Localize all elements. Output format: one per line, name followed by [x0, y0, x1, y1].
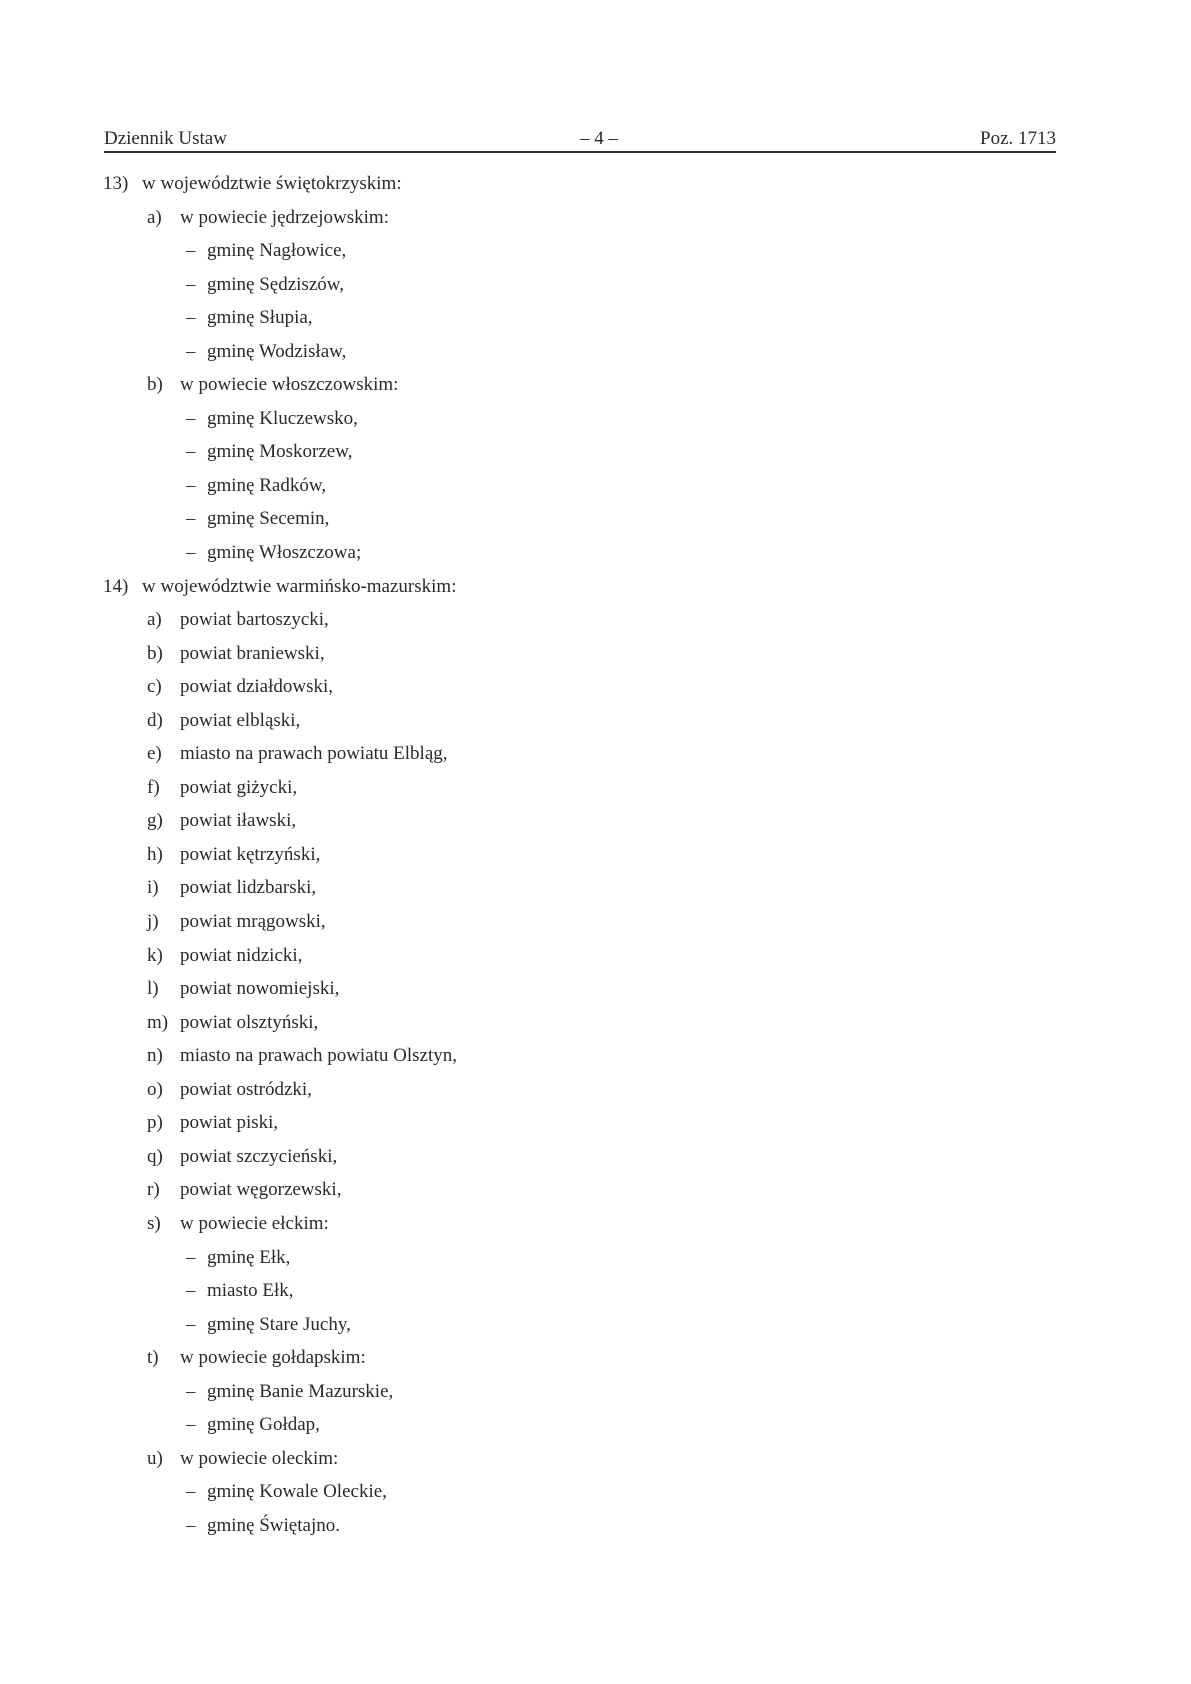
- list-marker: t): [147, 1347, 159, 1369]
- list-subitem: [0, 1241, 1191, 1275]
- list-text: powiat nidzicki,: [180, 944, 303, 966]
- list-dash: –: [186, 1380, 196, 1402]
- list-marker: 14): [103, 575, 129, 597]
- list-text: powiat szczycieński,: [180, 1145, 338, 1167]
- list-subitem: [0, 1475, 1191, 1509]
- journal-title: Dziennik Ustaw: [104, 128, 227, 149]
- list-text: powiat działdowski,: [180, 676, 334, 698]
- list-subitem: [0, 536, 1191, 570]
- list-dash: –: [186, 1280, 196, 1302]
- list-text: gminę Secemin,: [207, 508, 330, 530]
- list-text: w powiecie włoszczowskim:: [180, 374, 399, 396]
- list-item: [0, 1006, 1191, 1040]
- list-text: gminę Słupia,: [207, 307, 313, 329]
- list-dash: –: [186, 407, 196, 429]
- list-text: w powiecie oleckim:: [180, 1447, 339, 1469]
- list-text: gminę Świętajno.: [207, 1514, 340, 1536]
- list-text: gminę Ełk,: [207, 1246, 291, 1268]
- list-item: [0, 368, 1191, 402]
- list-dash: –: [186, 508, 196, 530]
- list-subitem: [0, 234, 1191, 268]
- list-item: [0, 1106, 1191, 1140]
- list-marker: s): [147, 1212, 161, 1234]
- list-text: gminę Radków,: [207, 474, 327, 496]
- list-item: [0, 838, 1191, 872]
- list-item: [0, 1442, 1191, 1476]
- list-marker: d): [147, 709, 163, 731]
- list-subitem: [0, 469, 1191, 503]
- list-marker: m): [147, 1011, 169, 1033]
- list-item: [0, 670, 1191, 704]
- list-item: [0, 939, 1191, 973]
- list-text: gminę Nagłowice,: [207, 240, 347, 262]
- list-text: powiat iławski,: [180, 810, 297, 832]
- position-number: Poz. 1713: [980, 128, 1056, 149]
- list-dash: –: [186, 1313, 196, 1335]
- list-item: [0, 201, 1191, 235]
- list-item: [0, 704, 1191, 738]
- list-text: gminę Wodzisław,: [207, 340, 347, 362]
- list-text: gminę Gołdap,: [207, 1414, 320, 1436]
- list-marker: h): [147, 843, 163, 865]
- list-text: powiat ostródzki,: [180, 1078, 312, 1100]
- page-number: – 4 –: [580, 128, 618, 149]
- list-item: [0, 737, 1191, 771]
- list-text: powiat lidzbarski,: [180, 877, 317, 899]
- list-text: powiat elbląski,: [180, 709, 301, 731]
- list-item: [0, 1207, 1191, 1241]
- list-marker: q): [147, 1145, 163, 1167]
- list-item-section: [0, 570, 1191, 604]
- list-subitem: [0, 1274, 1191, 1308]
- list-subitem: [0, 268, 1191, 302]
- document-body: [0, 167, 1191, 1542]
- list-marker: u): [147, 1447, 163, 1469]
- list-marker: b): [147, 374, 163, 396]
- list-marker: 13): [103, 173, 129, 194]
- page-header: [104, 115, 1056, 153]
- list-text: w powiecie jędrzejowskim:: [180, 206, 389, 228]
- list-item: [0, 1039, 1191, 1073]
- list-dash: –: [186, 1514, 196, 1536]
- list-marker: g): [147, 810, 163, 832]
- list-subitem: [0, 301, 1191, 335]
- list-text: w województwie warmińsko-mazurskim:: [142, 575, 457, 597]
- list-item: [0, 871, 1191, 905]
- list-dash: –: [186, 474, 196, 496]
- list-dash: –: [186, 240, 196, 262]
- list-subitem: [0, 1509, 1191, 1543]
- list-text: gminę Kowale Oleckie,: [207, 1481, 387, 1503]
- list-item: [0, 1140, 1191, 1174]
- list-text: powiat olsztyński,: [180, 1011, 319, 1033]
- list-text: w powiecie ełckim:: [180, 1212, 329, 1234]
- list-marker: j): [147, 911, 159, 933]
- list-marker: f): [147, 776, 160, 798]
- list-text: powiat giżycki,: [180, 776, 298, 798]
- list-marker: k): [147, 944, 163, 966]
- list-text: gminę Włoszczowa;: [207, 542, 362, 564]
- list-item: [0, 905, 1191, 939]
- list-marker: a): [147, 206, 162, 228]
- list-marker: i): [147, 877, 159, 899]
- list-text: powiat kętrzyński,: [180, 843, 321, 865]
- list-text: powiat węgorzewski,: [180, 1179, 342, 1201]
- list-marker: r): [147, 1179, 160, 1201]
- list-marker: o): [147, 1078, 163, 1100]
- list-item: [0, 771, 1191, 805]
- list-dash: –: [186, 1414, 196, 1436]
- list-marker: e): [147, 743, 162, 765]
- list-subitem: [0, 402, 1191, 436]
- list-item: [0, 1173, 1191, 1207]
- list-text: gminę Banie Mazurskie,: [207, 1380, 394, 1402]
- list-subitem: [0, 1375, 1191, 1409]
- list-dash: –: [186, 273, 196, 295]
- list-subitem: [0, 1308, 1191, 1342]
- list-text: gminę Sędziszów,: [207, 273, 345, 295]
- list-text: gminę Moskorzew,: [207, 441, 353, 463]
- list-text: miasto na prawach powiatu Elbląg,: [180, 743, 448, 765]
- list-text: w województwie świętokrzyskim:: [142, 173, 402, 194]
- list-marker: p): [147, 1112, 163, 1134]
- list-marker: l): [147, 978, 159, 1000]
- list-item: [0, 637, 1191, 671]
- list-subitem: [0, 335, 1191, 369]
- list-marker: b): [147, 642, 163, 664]
- list-dash: –: [186, 441, 196, 463]
- list-item: [0, 972, 1191, 1006]
- list-text: w powiecie gołdapskim:: [180, 1347, 366, 1369]
- list-dash: –: [186, 1481, 196, 1503]
- list-dash: –: [186, 1246, 196, 1268]
- list-text: powiat mrągowski,: [180, 911, 326, 933]
- list-subitem: [0, 502, 1191, 536]
- list-text: powiat piski,: [180, 1112, 279, 1134]
- list-item: [0, 804, 1191, 838]
- list-text: powiat bartoszycki,: [180, 609, 329, 631]
- list-text: miasto Ełk,: [207, 1280, 294, 1302]
- list-subitem: [0, 435, 1191, 469]
- list-dash: –: [186, 542, 196, 564]
- list-text: powiat nowomiejski,: [180, 978, 340, 1000]
- list-marker: n): [147, 1045, 163, 1067]
- list-marker: c): [147, 676, 162, 698]
- list-item: [0, 603, 1191, 637]
- list-text: powiat braniewski,: [180, 642, 325, 664]
- list-item: [0, 1073, 1191, 1107]
- list-item: [0, 1341, 1191, 1375]
- list-item-section: [0, 167, 1191, 201]
- list-dash: –: [186, 340, 196, 362]
- list-text: miasto na prawach powiatu Olsztyn,: [180, 1045, 458, 1067]
- list-marker: a): [147, 609, 162, 631]
- list-text: gminę Kluczewsko,: [207, 407, 358, 429]
- list-subitem: [0, 1408, 1191, 1442]
- list-text: gminę Stare Juchy,: [207, 1313, 351, 1335]
- list-dash: –: [186, 307, 196, 329]
